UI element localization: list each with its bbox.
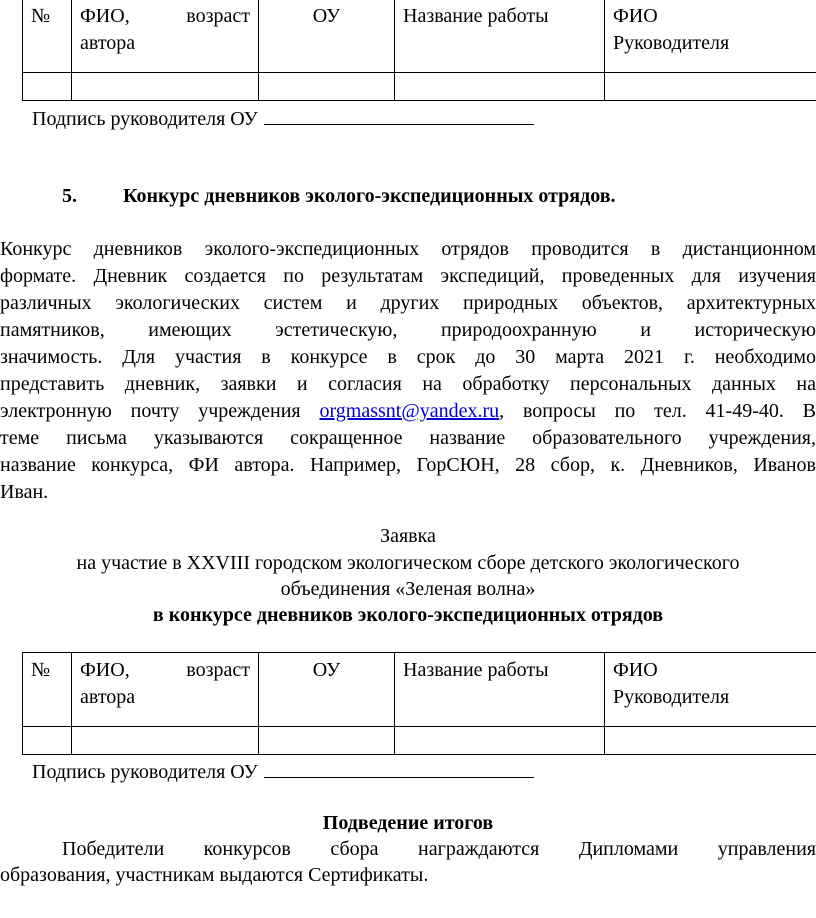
signature-blank[interactable] — [264, 106, 534, 125]
email-link[interactable]: orgmassnt@yandex.ru — [319, 400, 500, 422]
header-ou: ОУ — [259, 653, 395, 727]
paragraph-text: , вопросы по тел. 41-49-40. В — [499, 400, 816, 422]
paragraph-line: различных экологических систем и других природных объектов, архитектурных — [0, 292, 816, 314]
empty-cell[interactable] — [605, 727, 816, 755]
paragraph-line: Конкурс дневников эколого-экспедиционных отрядов проводится в дистанционном — [0, 238, 816, 260]
signature-blank[interactable] — [264, 759, 534, 778]
section-title: Конкурс дневников эколого-экспедиционных отрядов. — [123, 185, 616, 207]
paragraph-text: электронную почту учреждения — [0, 400, 301, 422]
empty-cell[interactable] — [72, 727, 259, 755]
header-leader-line1: ФИО — [613, 5, 658, 27]
empty-cell[interactable] — [605, 73, 816, 101]
header-leader-line1: ФИО — [613, 659, 658, 681]
results-heading: Подведение итогов — [322, 812, 494, 834]
header-fio-word2: возраст — [186, 5, 250, 27]
section-number: 5. — [62, 185, 77, 207]
empty-cell[interactable] — [72, 73, 259, 101]
header-num: № — [23, 653, 72, 727]
empty-cell[interactable] — [23, 73, 72, 101]
header-work: Название работы — [395, 0, 605, 73]
paragraph-line: представить дневник, заявки и согласия на обработку персональных данных на — [0, 373, 816, 395]
header-fio-word1: ФИО, — [80, 659, 130, 681]
paragraph-line: памятников, имеющих эстетическую, природоохранную и историческую — [0, 319, 816, 341]
signature-label: Подпись руководителя ОУ — [32, 108, 258, 130]
header-leader — [605, 653, 816, 727]
paragraph-line-email — [0, 398, 816, 425]
signature-line-1 — [32, 106, 534, 131]
header-leader-line2: Руководителя — [613, 686, 730, 708]
results-line1: Победители конкурсов сбора награждаются Дипломами управления — [62, 838, 816, 860]
signature-line-2 — [32, 759, 534, 784]
header-leader-line2: Руководителя — [613, 32, 730, 54]
header-work: Название работы — [395, 653, 605, 727]
paragraph-line: теме письма указываются сокращенное название образовательного учреждения, — [0, 427, 816, 449]
application-line3: в конкурсе дневников эколого-экспедиционных отрядов — [152, 604, 664, 626]
header-fio — [72, 0, 259, 73]
paragraph-line: Иван. — [0, 481, 49, 503]
application-title: Заявка — [380, 525, 436, 547]
header-ou: ОУ — [259, 0, 395, 73]
participants-table-1 — [22, 0, 816, 101]
contest-description — [0, 236, 816, 506]
participants-table-2 — [22, 652, 816, 755]
header-fio-word3: автора — [80, 686, 136, 708]
empty-cell[interactable] — [23, 727, 72, 755]
paragraph-line: формате. Дневник создается по результатам экспедиций, проведенных для изучения — [0, 265, 816, 287]
results-line2: образования, участникам выдаются Сертификаты. — [0, 864, 429, 886]
empty-cell[interactable] — [395, 73, 605, 101]
header-fio-word1: ФИО, — [80, 5, 130, 27]
header-num: № — [23, 0, 72, 73]
application-line1: на участие в XXVIII городском экологическом сборе детского экологического — [76, 552, 740, 574]
empty-cell[interactable] — [259, 727, 395, 755]
paragraph-line: значимость. Для участия в конкурсе в срок до 30 марта 2021 г. необходимо — [0, 346, 816, 368]
empty-cell[interactable] — [259, 73, 395, 101]
header-fio-word2: возраст — [186, 659, 250, 681]
header-leader — [605, 0, 816, 73]
header-fio-word3: автора — [80, 32, 136, 54]
paragraph-line: название конкурса, ФИ автора. Например, ГорСЮН, 28 сбор, к. Дневников, Иванов — [0, 454, 816, 476]
empty-cell[interactable] — [395, 727, 605, 755]
header-fio — [72, 653, 259, 727]
signature-label: Подпись руководителя ОУ — [32, 761, 258, 783]
application-line2: объединения «Зеленая волна» — [280, 578, 536, 600]
